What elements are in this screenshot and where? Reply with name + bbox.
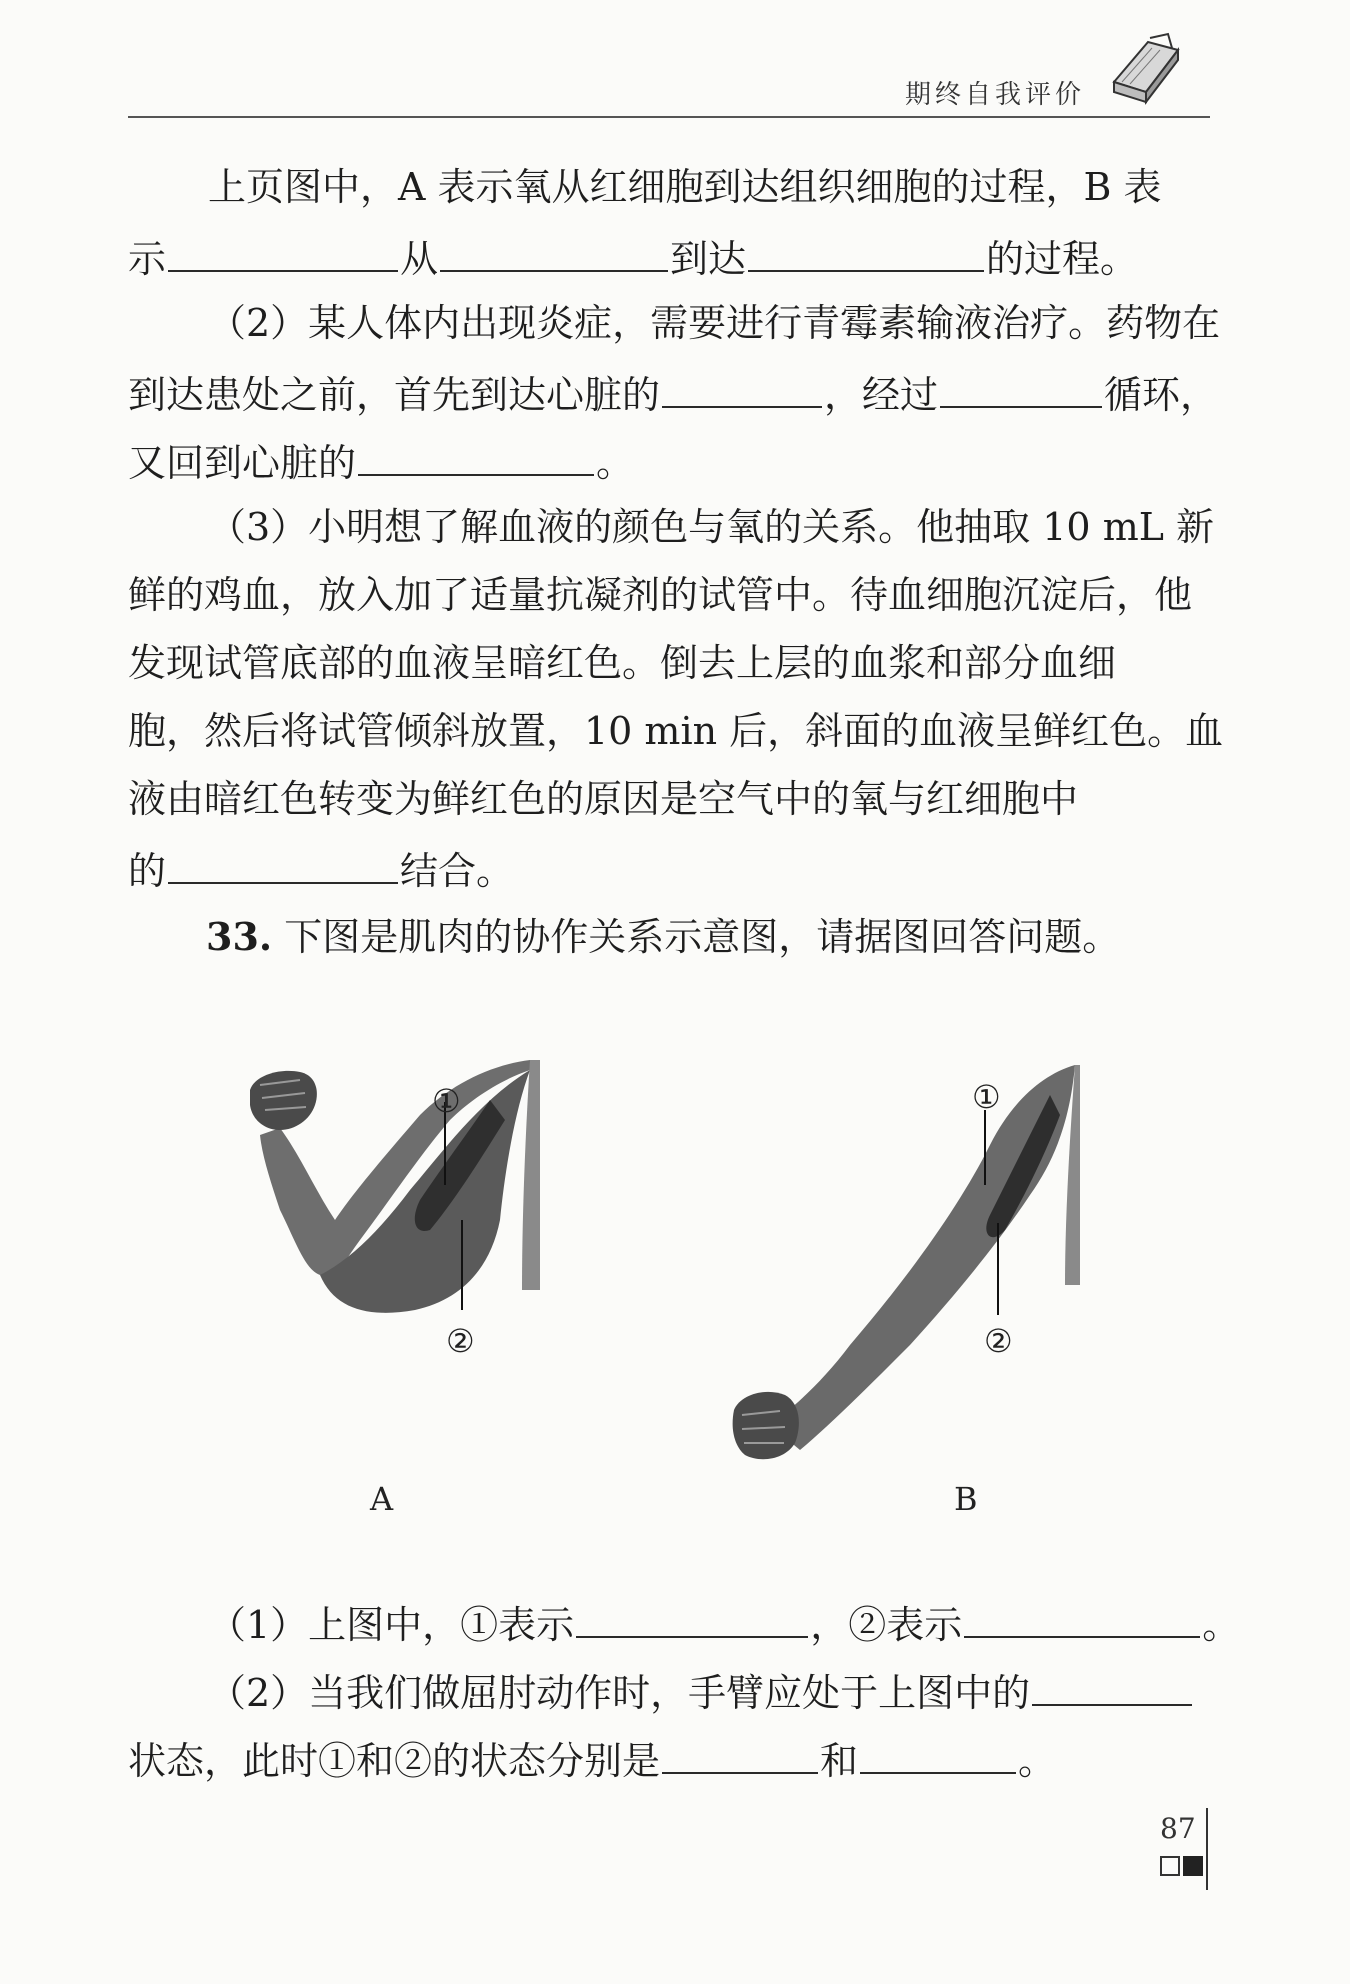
answer-blank[interactable] [1032,1664,1192,1706]
text-line: 胞，然后将试管倾斜放置，10 min 后，斜面的血液呈鲜红色。血 [128,709,1224,753]
answer-blank[interactable] [662,1732,818,1774]
text-fragment: 。 [1202,1603,1241,1647]
question-number: 33. [206,914,273,959]
text-fragment: ，经过 [824,373,939,417]
figure-b-extended-arm [730,1065,1080,1485]
answer-blank[interactable] [358,434,594,476]
text-line: 鲜的鸡血，放入加了适量抗凝剂的试管中。待血细胞沉淀后，他 [128,573,1193,617]
text-line: （2）某人体内出现炎症，需要进行青霉素输液治疗。药物在 [208,301,1221,345]
answer-blank[interactable] [576,1596,808,1638]
text-fragment: 的过程。 [986,237,1139,281]
text-line [128,434,634,488]
running-header-title: 期终自我评价 [905,80,1086,110]
text-fragment: （1）上图中，①表示 [208,1603,575,1647]
answer-blank[interactable] [860,1732,1016,1774]
text-fragment: ，②表示 [810,1603,963,1647]
answer-blank[interactable] [940,366,1102,408]
label-muscle-2: ② [446,1322,475,1360]
page-rule [1206,1808,1208,1890]
book-icon [1108,32,1184,110]
answer-blank[interactable] [964,1596,1200,1638]
text-line [128,842,514,896]
answer-blank[interactable] [168,230,398,272]
caption-a: A [370,1480,394,1518]
text-fragment: 循环， [1104,373,1219,417]
text-line: 液由暗红色转变为鲜红色的原因是空气中的氧与红细胞中 [128,777,1079,821]
text-fragment: 结合。 [400,849,515,893]
text-fragment: 状态，此时①和②的状态分别是 [128,1739,661,1783]
page-marks [1160,1856,1203,1880]
label-muscle-1: ① [972,1078,1001,1116]
text-fragment: （2）当我们做屈肘动作时，手臂应处于上图中的 [208,1671,1031,1715]
question-text: 下图是肌肉的协作关系示意图，请据图回答问题。 [284,915,1121,959]
hollow-square-icon [1160,1856,1180,1876]
label-muscle-1: ① [432,1082,461,1120]
label-muscle-2: ② [984,1322,1013,1360]
text-line [128,230,1138,284]
text-line: 上页图中，A 表示氧从红细胞到达组织细胞的过程，B 表 [208,165,1162,209]
header-rule [128,116,1210,118]
figure-a-flexed-arm [240,1060,550,1350]
text-fragment: 的 [128,849,167,893]
text-fragment: 和 [820,1739,859,1783]
text-fragment: 又回到心脏的 [128,441,357,485]
answer-blank[interactable] [662,366,822,408]
text-line [208,1596,1240,1650]
text-line: （3）小明想了解血液的颜色与氧的关系。他抽取 10 mL 新 [208,505,1215,549]
answer-blank[interactable] [440,230,668,272]
solid-square-icon [1183,1856,1203,1876]
text-fragment: 从 [400,237,439,281]
text-line [208,1664,1194,1718]
caption-b: B [954,1480,978,1518]
answer-blank[interactable] [748,230,984,272]
text-line [128,366,1218,420]
text-fragment: 到达 [670,237,747,281]
text-line: 发现试管底部的血液呈暗红色。倒去上层的血浆和部分血细 [128,641,1117,685]
text-fragment: 到达患处之前，首先到达心脏的 [128,373,661,417]
text-fragment: 示 [128,237,167,281]
question-33-heading [206,912,1120,962]
text-fragment: 。 [596,441,635,485]
text-fragment: 。 [1018,1739,1057,1783]
text-line [128,1732,1056,1786]
answer-blank[interactable] [168,842,398,884]
page-number: 87 [1160,1812,1196,1845]
